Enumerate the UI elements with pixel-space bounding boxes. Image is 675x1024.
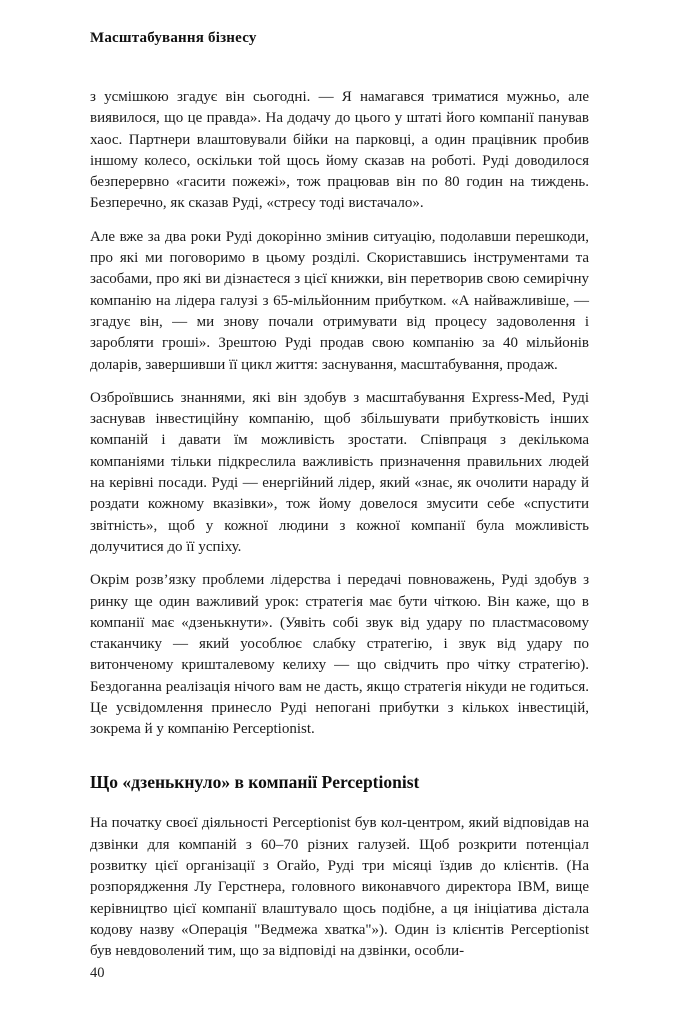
paragraph-1: з усмішкою згадує він сьогодні. — Я намагався триматися мужньо, але виявилося, що це правда». На додачу до цього у штаті його компанії панував хаос. Партнери влаштовували бійки на парковці, а один працівник пробив іншому колесо, оскільки той щось йому сказав на роботі. Руді доводилося безперервно «гасити пожежі», тож працював він по 80 годин на тиждень. Безперечно, як сказав Руді, «стресу тоді вистачало». [90, 89, 589, 212]
page-number: 40 [90, 965, 105, 981]
section-heading: Що «дзенькнуло» в компанії Perceptionist [90, 771, 420, 792]
page-body [90, 87, 589, 962]
paragraph-2: Але вже за два роки Руді докорінно змінив ситуацію, подолавши перешкоди, про які ми поговоримо в цьому розділі. Скориставшись інструментами та засобами, про які ви дізнаєтеся з цієї книжки, він перетворив свою семирічну компанію на лідера галузі з 65-мільйонним прибутком. «А найважливіше, — згадує він, — ми знову почали отримувати від процесу задоволення і заробляти гроші». Зрештою Руді продав свою компанію за 40 мільйонів доларів, завершивши її цикл життя: заснування, масштабування, продаж. [90, 228, 589, 373]
paragraph-5: На початку своєї діяльності Perceptionist був кол-центром, який відповідав на дзвінки для компаній з 60–70 різних галузей. Щоб розкрити потенціал розвитку цієї організації з Огайо, Руді три місяці їздив до клієнтів. (На розпорядження Лу Герстнера, головного виконавчого директора IBM, вище керівництво цієї компанії влаштувало щось подібне, а ця ініціатива дістала кодову назву «Операція "Ведмежа хватка"»). Один із клієнтів Perceptionist був невдоволений тим, що за відповіді на дзвінки, особли- [90, 815, 589, 960]
paragraph-4: Окрім розв’язку проблеми лідерства і передачі повноважень, Руді здобув з ринку ще один важливий урок: стратегія має бути чіткою. Він каже, що в компанії має «дзенькнути». (Уявіть собі звук від удару по пластмасовому стаканчику — який уособлює слабку стратегію, і звук від удару по витонченому кришталевому келиху — що свідчить про чітку стратегію). Бездоганна реалізація нічого вам не дасть, якщо стратегія нікуди не годиться. Це усвідомлення принесло Руді непогані прибутки з кількох інвестицій, зокрема й у компанію Perceptionist. [90, 572, 589, 738]
paragraph-3: Озброївшись знаннями, які він здобув з масштабування Express-Med, Руді заснував інвестиційну компанію, щоб збільшувати прибутковість інших компаній і давати їм можливість зростати. Співпраця з декількома компаніями тільки підкреслила важливість призначення правильних людей на керівні посади. Руді — енергійний лідер, який «знає, як очолити нараду й роздати кожному вказівки», тож йому довелося змусити себе «спустити звітність», щоб у кожної людини з кожної компанії була можливість долучитися до її успіху. [90, 389, 589, 555]
running-head: Масштабування бізнесу [90, 30, 257, 46]
